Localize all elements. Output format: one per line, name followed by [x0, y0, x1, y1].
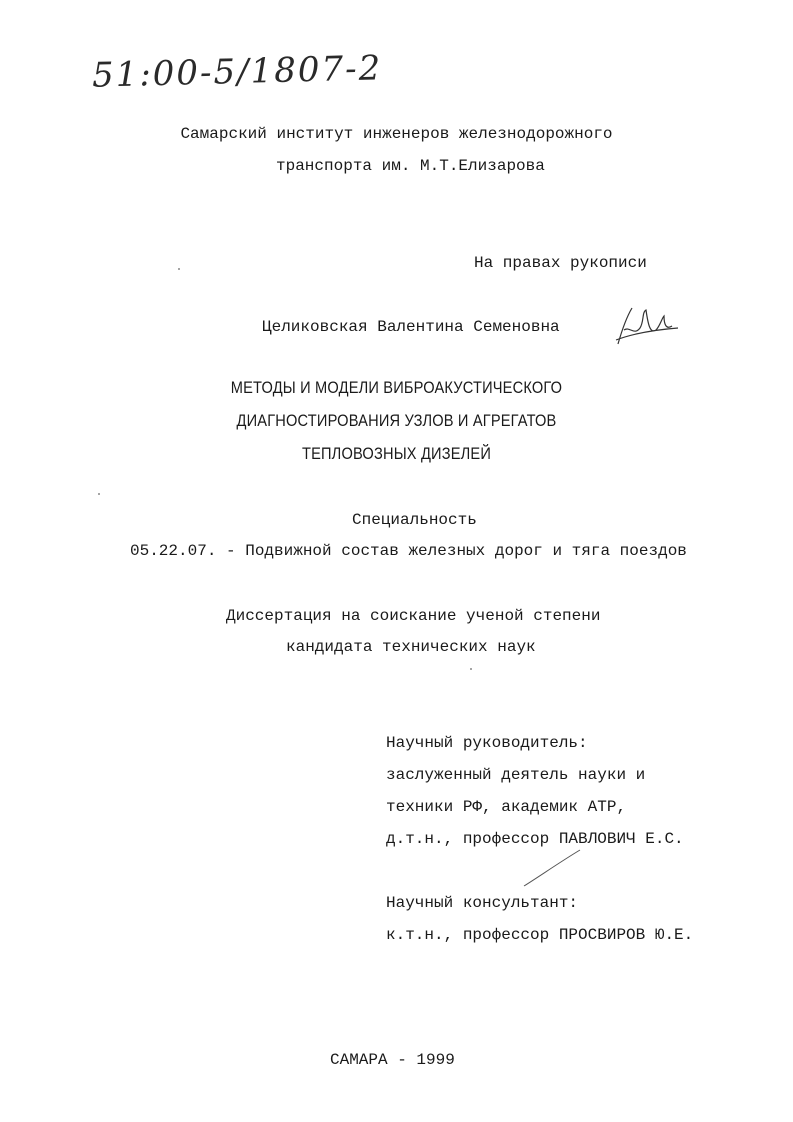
- supervisor-label: Научный руководитель:: [386, 734, 588, 752]
- author-signature: [612, 300, 682, 352]
- supervisor-line-3: д.т.н., профессор ПАВЛОВИЧ Е.С.: [386, 830, 684, 848]
- supervisor-line-1: заслуженный деятель науки и: [386, 766, 646, 784]
- institute-line-1: Самарский институт инженеров железнодорожного: [180, 125, 613, 143]
- consultant-line-1: к.т.н., профессор ПРОСВИРОВ Ю.Е.: [386, 926, 694, 944]
- thesis-title-line-1: МЕТОДЫ И МОДЕЛИ ВИБРОАКУСТИЧЕСКОГО: [230, 378, 563, 397]
- supervisor-line-2: техники РФ, академик АТР,: [386, 798, 627, 816]
- institute-line-2: транспорта им. М.Т.Елизарова: [276, 157, 545, 175]
- degree-line-2: кандидата технических наук: [286, 638, 536, 656]
- supervisor-signature: [520, 846, 584, 890]
- rights-note: На правах рукописи: [474, 254, 647, 272]
- consultant-label: Научный консультант:: [386, 894, 579, 912]
- scan-speck: [470, 668, 472, 670]
- archive-code-handwritten: 51:00-5/1807-2: [91, 48, 383, 96]
- scan-speck: [178, 268, 180, 270]
- scan-speck: [98, 493, 100, 495]
- thesis-title-line-2: ДИАГНОСТИРОВАНИЯ УЗЛОВ И АГРЕГАТОВ: [236, 411, 557, 430]
- specialty-value: 05.22.07. - Подвижной состав железных дорог и тяга поездов: [130, 542, 687, 560]
- thesis-title-line-3: ТЕПЛОВОЗНЫХ ДИЗЕЛЕЙ: [301, 444, 492, 463]
- specialty-label: Специальность: [352, 511, 477, 529]
- footer-city-year: САМАРА - 1999: [330, 1051, 455, 1069]
- degree-line-1: Диссертация на соискание ученой степени: [226, 607, 601, 625]
- author-name: Целиковская Валентина Семеновна: [262, 318, 560, 336]
